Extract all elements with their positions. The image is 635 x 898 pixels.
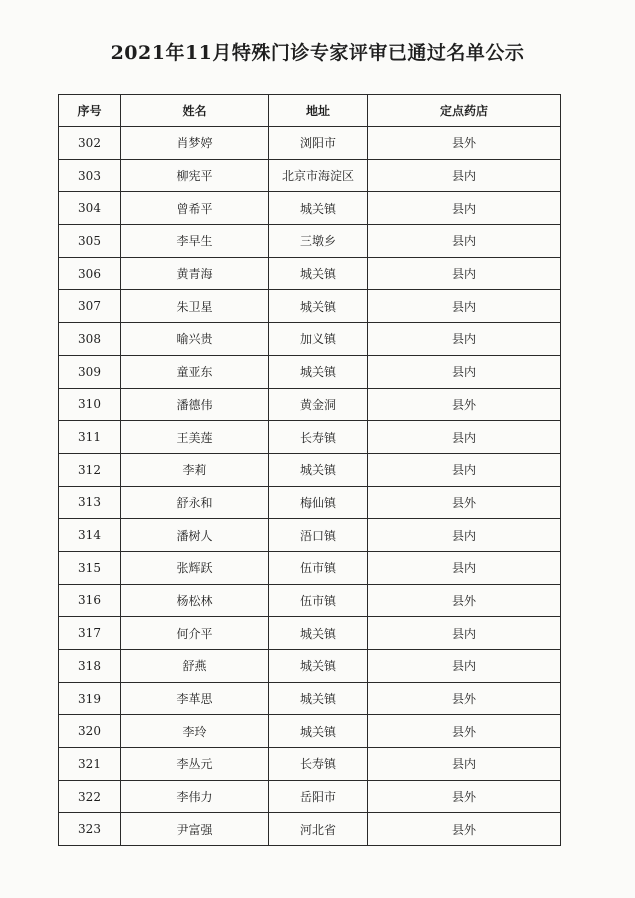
- cell-address: 城关镇: [269, 715, 368, 748]
- cell-serial-number: 313: [59, 486, 121, 519]
- cell-name: 李玲: [121, 715, 269, 748]
- table-row: [59, 748, 561, 781]
- cell-serial-number: 314: [59, 519, 121, 552]
- cell-address: 城关镇: [269, 682, 368, 715]
- table-row: [59, 584, 561, 617]
- table-body: [59, 127, 561, 846]
- cell-address: 长寿镇: [269, 421, 368, 454]
- table-row: [59, 715, 561, 748]
- cell-designated-pharmacy: 县内: [368, 290, 561, 323]
- cell-name: 王美莲: [121, 421, 269, 454]
- cell-name: 肖梦婷: [121, 127, 269, 160]
- cell-designated-pharmacy: 县内: [368, 355, 561, 388]
- table-row: [59, 486, 561, 519]
- cell-designated-pharmacy: 县外: [368, 486, 561, 519]
- table-row: [59, 421, 561, 454]
- table-row: [59, 617, 561, 650]
- cell-designated-pharmacy: 县内: [368, 650, 561, 683]
- cell-address: 城关镇: [269, 355, 368, 388]
- cell-name: 李丛元: [121, 748, 269, 781]
- cell-address: 伍市镇: [269, 551, 368, 584]
- cell-designated-pharmacy: 县内: [368, 748, 561, 781]
- header-name: 姓名: [121, 95, 269, 127]
- cell-name: 舒永和: [121, 486, 269, 519]
- page-title: 2021年11月特殊门诊专家评审已通过名单公示: [110, 42, 525, 64]
- cell-address: 伍市镇: [269, 584, 368, 617]
- table-row: [59, 159, 561, 192]
- cell-name: 柳宪平: [121, 159, 269, 192]
- cell-serial-number: 322: [59, 780, 121, 813]
- cell-name: 李早生: [121, 225, 269, 258]
- table-row: [59, 225, 561, 258]
- cell-serial-number: 306: [59, 257, 121, 290]
- cell-serial-number: 310: [59, 388, 121, 421]
- table-header-row: [59, 95, 561, 127]
- table-row: [59, 257, 561, 290]
- cell-address: 北京市海淀区: [269, 159, 368, 192]
- table-row: [59, 388, 561, 421]
- cell-name: 潘德伟: [121, 388, 269, 421]
- table-row: [59, 453, 561, 486]
- cell-name: 朱卫星: [121, 290, 269, 323]
- cell-designated-pharmacy: 县内: [368, 225, 561, 258]
- cell-designated-pharmacy: 县外: [368, 813, 561, 846]
- cell-serial-number: 312: [59, 453, 121, 486]
- cell-address: 城关镇: [269, 650, 368, 683]
- table-row: [59, 323, 561, 356]
- cell-designated-pharmacy: 县内: [368, 421, 561, 454]
- cell-address: 加义镇: [269, 323, 368, 356]
- table-row: [59, 813, 561, 846]
- cell-address: 梅仙镇: [269, 486, 368, 519]
- cell-address: 河北省: [269, 813, 368, 846]
- cell-name: 黄青海: [121, 257, 269, 290]
- cell-address: 三墩乡: [269, 225, 368, 258]
- cell-address: 城关镇: [269, 290, 368, 323]
- cell-address: 浯口镇: [269, 519, 368, 552]
- table-row: [59, 780, 561, 813]
- cell-address: 长寿镇: [269, 748, 368, 781]
- cell-designated-pharmacy: 县内: [368, 257, 561, 290]
- cell-designated-pharmacy: 县内: [368, 323, 561, 356]
- cell-designated-pharmacy: 县内: [368, 192, 561, 225]
- approval-roster-table: [58, 94, 561, 846]
- cell-address: 岳阳市: [269, 780, 368, 813]
- cell-designated-pharmacy: 县外: [368, 584, 561, 617]
- cell-name: 曾希平: [121, 192, 269, 225]
- cell-designated-pharmacy: 县外: [368, 715, 561, 748]
- cell-serial-number: 311: [59, 421, 121, 454]
- table-row: [59, 650, 561, 683]
- table-row: [59, 192, 561, 225]
- cell-designated-pharmacy: 县外: [368, 682, 561, 715]
- header-designated-pharmacy: 定点药店: [368, 95, 561, 127]
- table-row: [59, 127, 561, 160]
- header-address: 地址: [269, 95, 368, 127]
- table-row: [59, 551, 561, 584]
- cell-name: 童亚东: [121, 355, 269, 388]
- header-serial-number: 序号: [59, 95, 121, 127]
- cell-designated-pharmacy: 县内: [368, 453, 561, 486]
- cell-serial-number: 323: [59, 813, 121, 846]
- cell-address: 浏阳市: [269, 127, 368, 160]
- cell-designated-pharmacy: 县内: [368, 519, 561, 552]
- table-row: [59, 519, 561, 552]
- cell-name: 张辉跃: [121, 551, 269, 584]
- cell-designated-pharmacy: 县内: [368, 159, 561, 192]
- cell-serial-number: 309: [59, 355, 121, 388]
- cell-serial-number: 321: [59, 748, 121, 781]
- table-row: [59, 355, 561, 388]
- cell-designated-pharmacy: 县外: [368, 780, 561, 813]
- cell-designated-pharmacy: 县内: [368, 551, 561, 584]
- cell-designated-pharmacy: 县外: [368, 388, 561, 421]
- cell-name: 尹富强: [121, 813, 269, 846]
- cell-serial-number: 318: [59, 650, 121, 683]
- cell-name: 李伟力: [121, 780, 269, 813]
- cell-serial-number: 302: [59, 127, 121, 160]
- cell-name: 何介平: [121, 617, 269, 650]
- cell-serial-number: 317: [59, 617, 121, 650]
- cell-name: 杨松林: [121, 584, 269, 617]
- cell-address: 城关镇: [269, 617, 368, 650]
- cell-address: 城关镇: [269, 192, 368, 225]
- cell-name: 李莉: [121, 453, 269, 486]
- cell-serial-number: 315: [59, 551, 121, 584]
- cell-serial-number: 320: [59, 715, 121, 748]
- cell-serial-number: 308: [59, 323, 121, 356]
- cell-serial-number: 303: [59, 159, 121, 192]
- cell-designated-pharmacy: 县内: [368, 617, 561, 650]
- table-row: [59, 682, 561, 715]
- cell-name: 舒燕: [121, 650, 269, 683]
- cell-address: 黄金洞: [269, 388, 368, 421]
- cell-name: 喻兴贵: [121, 323, 269, 356]
- cell-address: 城关镇: [269, 257, 368, 290]
- cell-serial-number: 304: [59, 192, 121, 225]
- cell-address: 城关镇: [269, 453, 368, 486]
- cell-designated-pharmacy: 县外: [368, 127, 561, 160]
- cell-serial-number: 307: [59, 290, 121, 323]
- cell-name: 潘树人: [121, 519, 269, 552]
- cell-serial-number: 305: [59, 225, 121, 258]
- cell-name: 李革思: [121, 682, 269, 715]
- cell-serial-number: 316: [59, 584, 121, 617]
- cell-serial-number: 319: [59, 682, 121, 715]
- table-row: [59, 290, 561, 323]
